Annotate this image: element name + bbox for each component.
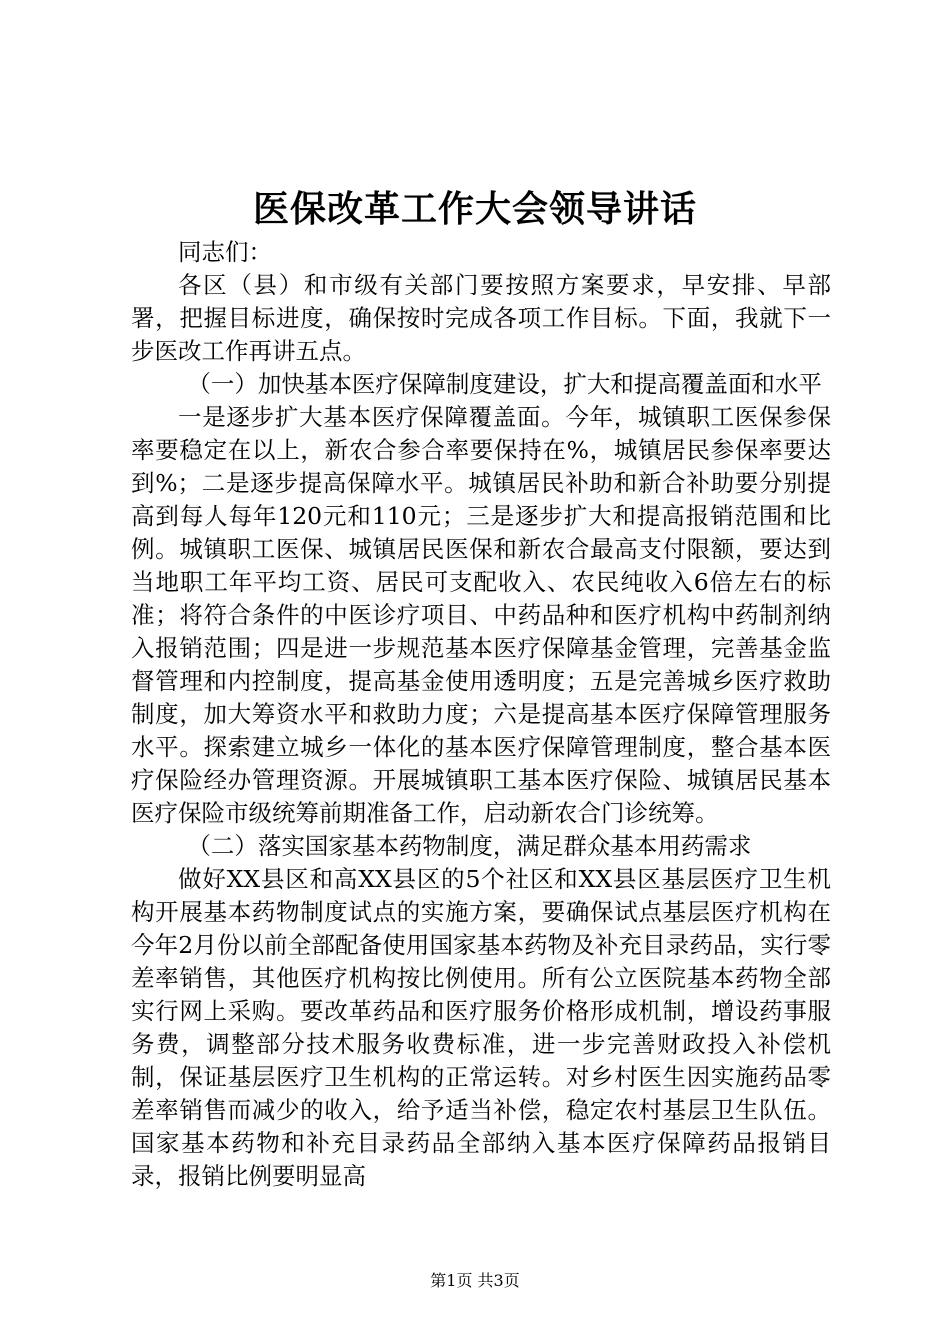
paragraph-salutation: 同志们： — [178, 238, 272, 266]
page-number-footer: 第1页 共3页 — [430, 1271, 520, 1290]
paragraph-section-2: 做好XX县区和高XX县区的5个社区和XX县区基层医疗卫生机构开展基本药物制度试点的实施方案，要确保试点基层医疗机构在今年2月份以前全部配备使用国家基本药物及补充目录药品，实行零差率销售，其他医疗机构按比例使用。所有公立医院基本药物全部实行网上采购。要改革药品和医疗服务价格形成机制，增设药事服务费，调整部分技术服务收费标准，进一步完善财政投入补偿机制，保证基层医疗卫生机构的正常运转。对乡村医生因实施药品零差率销售而减少的收入，给予适当补偿，稳定农村基层卫生队伍。国家基本药物和补充目录药品全部纳入基本医疗保障药品报销目录，报销比例要明显高 — [131, 865, 831, 1190]
page-title: 医保改革工作大会领导讲话 — [252, 188, 697, 230]
section-heading-2: （二）落实国家基本药物制度，满足群众基本用药需求 — [187, 832, 752, 860]
document-body — [131, 236, 831, 1193]
paragraph-intro: 各区（县）和市级有关部门要按照方案要求，早安排、早部署，把握目标进度，确保按时完成各项工作目标。下面，我就下一步医改工作再讲五点。 — [131, 271, 831, 365]
section-heading-1: （一）加快基本医疗保障制度建设，扩大和提高覆盖面和水平 — [187, 370, 822, 398]
paragraph-section-1: 一是逐步扩大基本医疗保障覆盖面。今年，城镇职工医保参保率要稳定在以上，新农合参合率要保持在%，城镇居民参保率要达到%；二是逐步提高保障水平。城镇居民补助和新合补助要分别提高到每人每年120元和110元；三是逐步扩大和提高报销范围和比例。城镇职工医保、城镇居民医保和新农合最高支付限额，要达到当地职工年平均工资、居民可支配收入、农民纯收入6倍左右的标准；将符合条件的中医诊疗项目、中药品种和医疗机构中药制剂纳入报销范围；四是进一步规范基本医疗保障基金管理，完善基金监督管理和内控制度，提高基金使用透明度；五是完善城乡医疗救助制度，加大筹资水平和救助力度；六是提高基本医疗保障管理服务水平。探索建立城乡一体化的基本医疗保障管理制度，整合基本医疗保险经办管理资源。开展城镇职工基本医疗保险、城镇居民基本医疗保险市级统筹前期准备工作，启动新农合门诊统筹。 — [131, 403, 831, 827]
